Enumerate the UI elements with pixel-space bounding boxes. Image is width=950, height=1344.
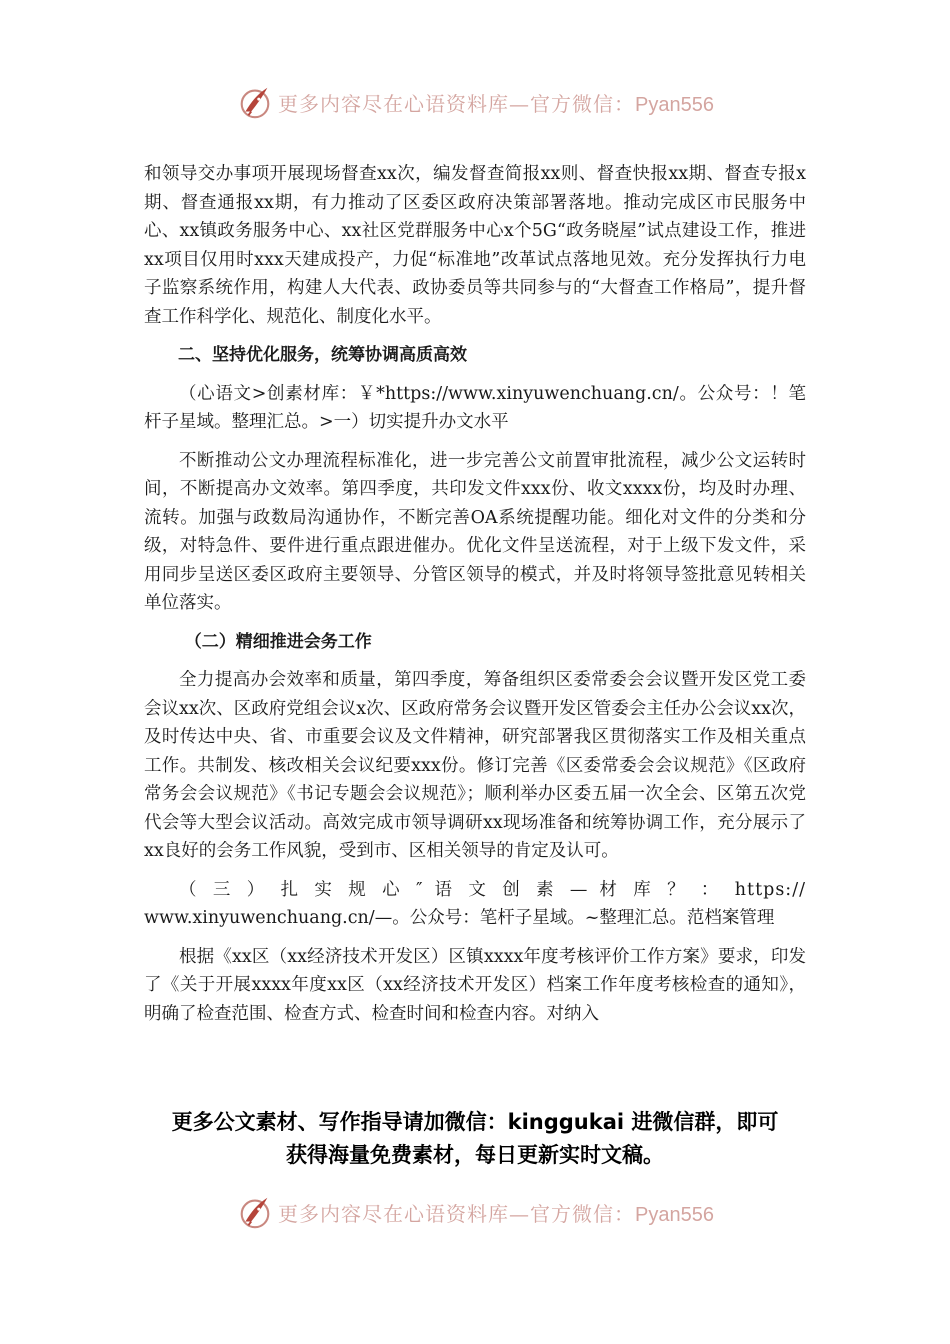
pen-nib-logo-icon <box>236 1193 274 1231</box>
subsection-heading-meetings: （二）精细推进会务工作 <box>184 631 372 652</box>
paragraph-supervision: 和领导交办事项开展现场督查xx次，编发督查简报xx则、督查快报xx期、督查专报x期、督查通报xx期，有力推动了区委区政府决策部署落地。推动完成区市民服务中心、xx镇政务服务中心、xx社区党群服务中心x个5G“政务晓屋”试点建设工作，推进xx项目仅用时xxx天建成投产，力促“标准地”改革试点落地见效。充分发挥执行力电子监察系统作用，构建人大代表、政协委员等共同参与的“大督查工作格局”，提升督查工作科学化、规范化、制度化水平。 <box>144 164 806 327</box>
footer-banner <box>0 1190 950 1234</box>
subheading-3-line1: （ 三 ） 扎 实 规 心 ″ 语 文 创 素 — 材 库 ？ ： https:// <box>179 879 806 900</box>
paragraph-watermark-subheading-1: （心语文>创素材库：￥*https://www.xinyuwenchuang.cn/。公众号：！笔杆子星域。整理汇总。>一）切实提升办文水平 <box>144 383 806 432</box>
document-body <box>144 160 806 1038</box>
pen-nib-logo-icon <box>236 83 274 121</box>
promo-line-1: 更多公文素材、写作指导请加微信：kinggukai 进微信群，即可 <box>171 1110 779 1134</box>
section-heading-2: 二、坚持优化服务，统筹协调高质高效 <box>178 345 467 365</box>
banner-text: 更多内容尽在心语资料库—官方微信：Pyan556 <box>278 91 714 116</box>
banner-wechat-id: Pyan556 <box>635 93 714 116</box>
paragraph-document-handling: 不断推动公文办理流程标准化，进一步完善公文前置审批流程，减少公文运转时间，不断提高办文效率。第四季度，共印发文件xxx份、收文xxxx份，均及时办理、流转。加强与政数局沟通协作，不断完善OA系统提醒功能。细化对文件的分类和分级，对特急件、要件进行重点跟进催办。优化文件呈送流程，对于上级下发文件，采用同步呈送区委区政府主要领导、分管区领导的模式，并及时将领导签批意见转相关单位落实。 <box>144 450 806 613</box>
promo-notice <box>0 1106 950 1172</box>
promo-line-2: 获得海量免费素材，每日更新实时文稿。 <box>286 1143 664 1167</box>
paragraph-archives: 根据《xx区（xx经济技术开发区）区镇xxxx年度考核评价工作方案》要求，印发了《关于开展xxxx年度xx区（xx经济技术开发区）档案工作年度考核检查的通知》，明确了检查范围、检查方式、检查时间和检查内容。对纳入 <box>144 946 806 1024</box>
paragraph-watermark-subheading-3 <box>144 876 806 905</box>
paragraph-meeting-affairs: 全力提高办会效率和质量，第四季度，筹备组织区委常委会会议暨开发区党工委会议xx次、区政府党组会议x次、区政府常务会议暨开发区管委会主任办公会议xx次，及时传达中央、省、市重要会议及文件精神，研究部署我区贯彻落实工作及相关重点工作。共制发、核改相关会议纪要xxx份。修订完善《区委常委会会议规范》《区政府常务会会议规范》《书记专题会会议规范》；顺利举办区委五届一次全会、区第五次党代会等大型会议活动。高效完成市领导调研xx现场准备和统筹协调工作，充分展示了xx良好的会务工作风貌，受到市、区相关领导的肯定及认可。 <box>144 670 806 861</box>
subheading-3-line2: www.xinyuwenchuang.cn/—。公众号：笔杆子星域。~整理汇总。范档案管理 <box>144 908 775 928</box>
header-banner <box>0 80 950 124</box>
banner-text: 更多内容尽在心语资料库—官方微信：Pyan556 <box>278 1201 714 1226</box>
banner-wechat-id: Pyan556 <box>635 1203 714 1226</box>
